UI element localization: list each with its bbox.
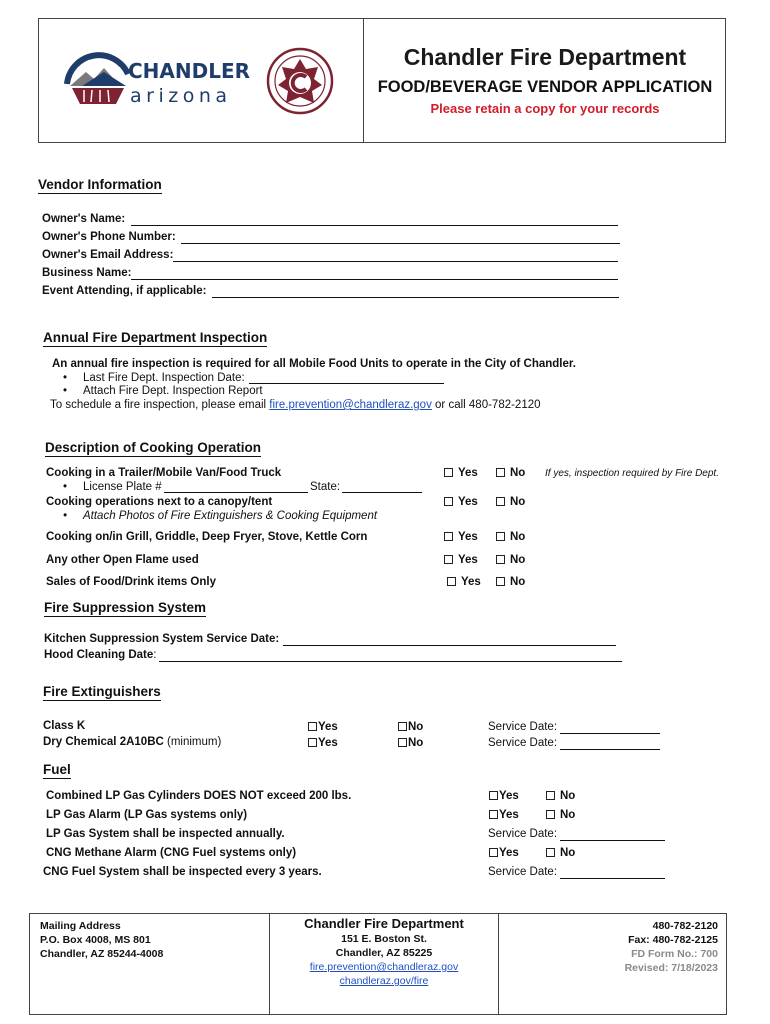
- class-k-label: Class K: [43, 720, 86, 732]
- q5-no[interactable]: No: [496, 576, 525, 588]
- fuel-r4-no[interactable]: No: [546, 847, 575, 859]
- checkbox-icon: [496, 532, 505, 541]
- state-line[interactable]: [342, 492, 422, 493]
- state-label: State:: [310, 481, 341, 493]
- form-title: FOOD/BEVERAGE VENDOR APPLICATION: [377, 78, 713, 96]
- dry-chem-service-label: Service Date:: [488, 737, 558, 749]
- vendor-section-heading: Vendor Information: [38, 177, 162, 192]
- footer-divider-right: [498, 913, 499, 1015]
- class-k-service-line[interactable]: [560, 733, 660, 734]
- fuel-r2: LP Gas Alarm (LP Gas systems only): [46, 809, 248, 821]
- last-inspection-label: • Last Fire Dept. Inspection Date:: [83, 372, 245, 384]
- suppression-service-line[interactable]: [283, 645, 616, 646]
- fuel-r4: CNG Methane Alarm (CNG Fuel systems only): [46, 847, 297, 859]
- schedule-text: [50, 399, 541, 411]
- q1-trailer: Cooking in a Trailer/Mobile Van/Food Truck: [46, 467, 282, 479]
- fuel-section-heading: Fuel: [43, 762, 71, 777]
- q2-yes[interactable]: Yes: [444, 496, 478, 508]
- schedule-prefix: To schedule a fire inspection, please email: [50, 399, 267, 411]
- owner-phone-label: Owner's Phone Number:: [42, 231, 176, 243]
- checkbox-icon: [546, 848, 555, 857]
- logo-word: CHANDLER: [128, 59, 251, 83]
- fuel-r3-service-label: Service Date:: [488, 828, 558, 840]
- department-title: Chandler Fire Department: [403, 44, 687, 70]
- dry-chem-yes[interactable]: Yes: [308, 737, 338, 749]
- footer-phone: 480-782-2120: [652, 920, 718, 932]
- checkbox-icon: [398, 722, 407, 731]
- checkbox-icon: [496, 555, 505, 564]
- footer-street: 151 E. Boston St.: [341, 933, 427, 945]
- checkbox-icon: [489, 810, 498, 819]
- hood-cleaning-label: Hood Cleaning Date:: [44, 649, 157, 661]
- mailing-title: Mailing Address: [40, 920, 121, 932]
- business-name-label: Business Name:: [42, 267, 132, 279]
- q1-yes[interactable]: Yes: [444, 467, 478, 479]
- q3-yes[interactable]: Yes: [444, 531, 478, 543]
- checkbox-icon: [444, 497, 453, 506]
- checkbox-icon: [489, 791, 498, 800]
- class-k-service-label: Service Date:: [488, 721, 558, 733]
- last-inspection-line[interactable]: [249, 383, 444, 384]
- checkbox-icon: [546, 810, 555, 819]
- q4-yes[interactable]: Yes: [444, 554, 478, 566]
- q5-sales-only: Sales of Food/Drink items Only: [46, 576, 216, 588]
- chandler-arizona-logo: [64, 42, 254, 112]
- q2-canopy: Cooking operations next to a canopy/tent: [46, 496, 273, 508]
- checkbox-icon: [308, 722, 317, 731]
- cooking-section-heading: Description of Cooking Operation: [45, 440, 262, 455]
- logo-sub: arizona: [130, 85, 232, 107]
- fuel-r1-no[interactable]: No: [546, 790, 575, 802]
- checkbox-icon: [308, 738, 317, 747]
- owner-name-line[interactable]: [131, 225, 618, 226]
- inspection-section-heading: Annual Fire Department Inspection: [43, 330, 268, 345]
- footer-dept-title: Chandler Fire Department: [304, 916, 464, 931]
- fuel-r3-service-line[interactable]: [560, 840, 665, 841]
- dry-chem-service-line[interactable]: [560, 749, 660, 750]
- fuel-r4-yes[interactable]: Yes: [489, 847, 519, 859]
- event-label: Event Attending, if applicable:: [42, 285, 207, 297]
- hood-cleaning-line[interactable]: [159, 661, 622, 662]
- fuel-r1-yes[interactable]: Yes: [489, 790, 519, 802]
- attach-report-label: • Attach Fire Dept. Inspection Report: [83, 385, 263, 397]
- license-line[interactable]: [164, 492, 308, 493]
- fuel-r1: Combined LP Gas Cylinders DOES NOT exceed 200 lbs.: [46, 790, 352, 802]
- checkbox-icon: [496, 497, 505, 506]
- q5-yes[interactable]: Yes: [447, 576, 481, 588]
- checkbox-icon: [546, 791, 555, 800]
- license-label: • License Plate #: [83, 481, 162, 493]
- fuel-r2-no[interactable]: No: [546, 809, 575, 821]
- q4-no[interactable]: No: [496, 554, 525, 566]
- fuel-r2-yes[interactable]: Yes: [489, 809, 519, 821]
- checkbox-icon: [489, 848, 498, 857]
- business-name-line[interactable]: [131, 279, 618, 280]
- fuel-r3: LP Gas System shall be inspected annually.: [46, 828, 285, 840]
- q3-no[interactable]: No: [496, 531, 525, 543]
- footer-right-block: [500, 919, 718, 975]
- dry-chemical-label: Dry Chemical 2A10BC (minimum): [43, 736, 222, 748]
- suppression-section-heading: Fire Suppression System: [44, 600, 207, 615]
- checkbox-icon: [496, 468, 505, 477]
- q1-note: If yes, inspection required by Fire Dept.: [545, 468, 719, 479]
- event-line[interactable]: [212, 297, 619, 298]
- owner-email-line[interactable]: [173, 261, 618, 262]
- footer-city: Chandler, AZ 85225: [335, 947, 433, 959]
- footer-email-link[interactable]: fire.prevention@chandleraz.gov: [309, 961, 459, 973]
- fuel-r5-service-label: Service Date:: [488, 866, 558, 878]
- mailing-address-block: [40, 919, 163, 961]
- footer-web-link[interactable]: chandleraz.gov/fire: [339, 975, 429, 987]
- retain-note: Please retain a copy for your records: [430, 101, 660, 116]
- schedule-suffix: or call 480-782-2120: [435, 399, 541, 411]
- class-k-yes[interactable]: Yes: [308, 721, 338, 733]
- inspection-email-link[interactable]: fire.prevention@chandleraz.gov: [269, 399, 432, 411]
- q1-no[interactable]: No: [496, 467, 525, 479]
- mailing-line1: P.O. Box 4008, MS 801: [40, 934, 151, 946]
- inspection-intro: An annual fire inspection is required for all Mobile Food Units to operate in the City of Chandler.: [52, 358, 576, 370]
- checkbox-icon: [444, 468, 453, 477]
- owner-email-label: Owner's Email Address:: [42, 249, 174, 261]
- q2-no[interactable]: No: [496, 496, 525, 508]
- checkbox-icon: [398, 738, 407, 747]
- checkbox-icon: [444, 555, 453, 564]
- footer-center-block: [270, 915, 498, 988]
- fire-department-seal-icon: [266, 47, 334, 115]
- footer-revised: Revised: 7/18/2023: [624, 962, 718, 974]
- q2-note: • Attach Photos of Fire Extinguishers & Cooking Equipment: [83, 510, 377, 522]
- class-k-no[interactable]: No: [398, 721, 423, 733]
- suppression-service-label: Kitchen Suppression System Service Date:: [44, 633, 280, 645]
- owner-name-label: Owner's Name:: [42, 213, 126, 225]
- fuel-r5-service-line[interactable]: [560, 878, 665, 879]
- checkbox-icon: [496, 577, 505, 586]
- q3-grill: Cooking on/in Grill, Griddle, Deep Fryer, Stove, Kettle Corn: [46, 531, 368, 543]
- q4-open-flame: Any other Open Flame used: [46, 554, 199, 566]
- checkbox-icon: [447, 577, 456, 586]
- footer-form-no: FD Form No.: 700: [631, 948, 718, 960]
- dry-chem-no[interactable]: No: [398, 737, 423, 749]
- owner-phone-line[interactable]: [181, 243, 620, 244]
- checkbox-icon: [444, 532, 453, 541]
- footer-fax: Fax: 480-782-2125: [628, 934, 718, 946]
- fuel-r5: CNG Fuel System shall be inspected every 3 years.: [43, 866, 322, 878]
- mailing-line2: Chandler, AZ 85244-4008: [40, 948, 164, 960]
- extinguishers-section-heading: Fire Extinguishers: [43, 684, 161, 699]
